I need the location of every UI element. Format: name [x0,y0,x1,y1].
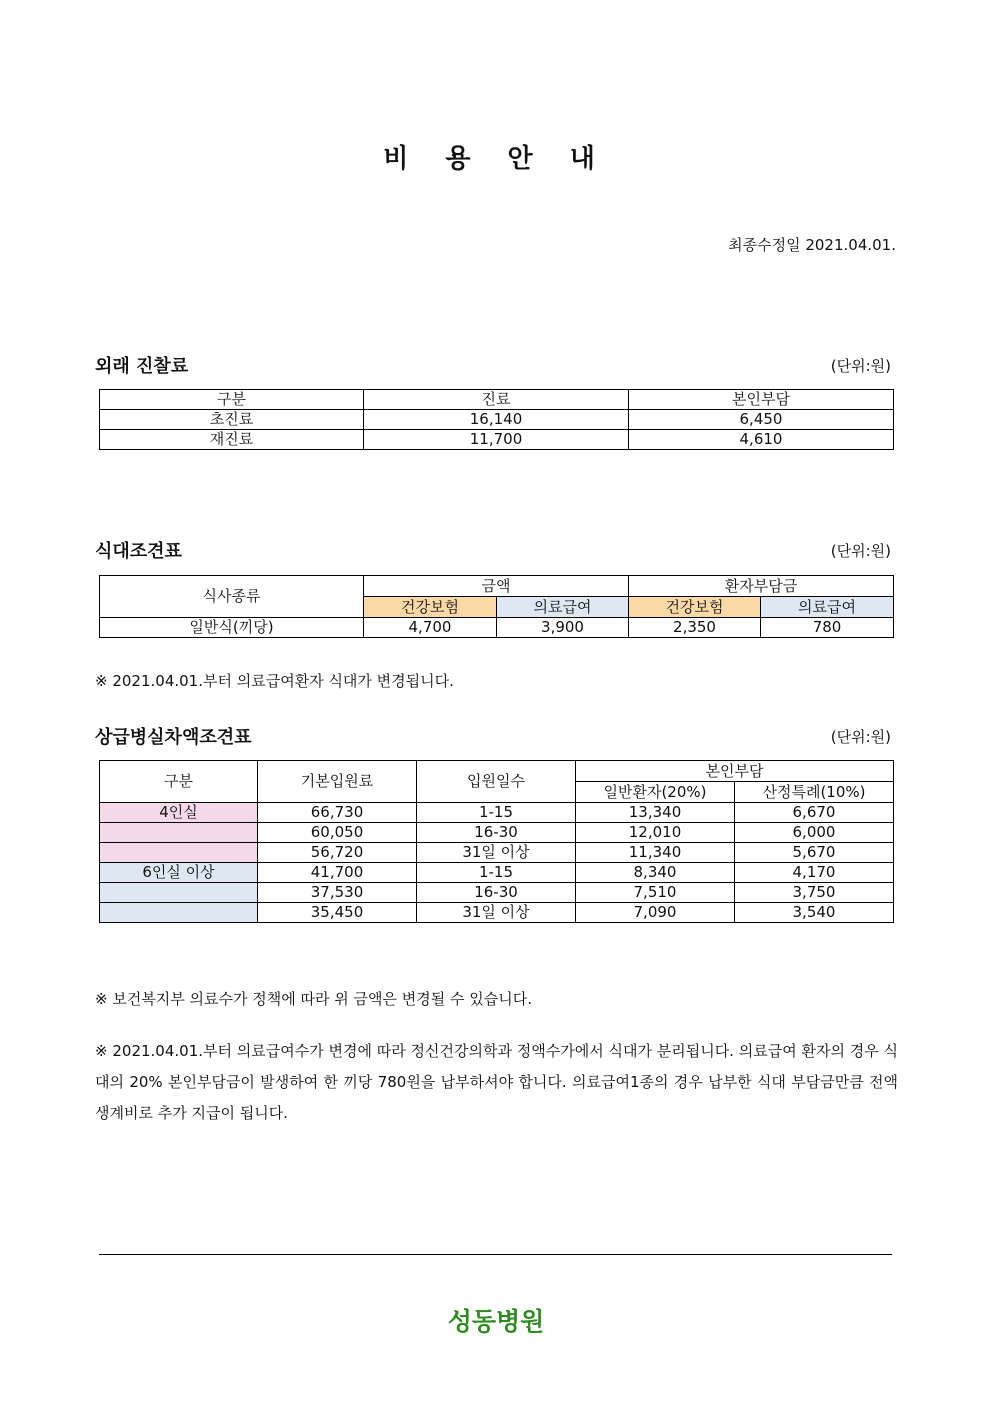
cell: 780 [761,618,894,638]
room-fee-table [99,760,894,923]
outpatient-unit: (단위:원) [830,357,891,375]
cell: 8,340 [576,863,735,883]
cell: 1-15 [417,863,576,883]
cell: 초진료 [100,410,364,430]
footer-divider [99,1254,892,1255]
room-type-cell [100,823,258,843]
cell: 11,340 [576,843,735,863]
table-header-row [100,761,894,782]
cell: 37,530 [258,883,417,903]
cell: 4,170 [735,863,894,883]
meal-fee-table [99,575,894,638]
header-category: 구분 [100,761,258,803]
last-modified-date: 최종수정일 2021.04.01. [728,236,896,254]
subheader-medical-aid: 의료급여 [497,597,629,618]
header-copay: 본인부담 [576,761,894,782]
subheader-medical-aid: 의료급여 [761,597,894,618]
cell: 60,050 [258,823,417,843]
cell: 16-30 [417,823,576,843]
page-title: 비 용 안 내 [383,144,609,174]
table-row [100,430,894,450]
table-header-row [100,390,894,410]
cell: 35,450 [258,903,417,923]
subheader-health-insurance: 건강보험 [364,597,497,618]
header-category: 구분 [100,390,364,410]
table-row [100,903,894,923]
header-days: 입원일수 [417,761,576,803]
table-row [100,883,894,903]
table-row [100,843,894,863]
cell: 3,540 [735,903,894,923]
cell: 56,720 [258,843,417,863]
cell: 16-30 [417,883,576,903]
meal-change-note: ※ 2021.04.01.부터 의료급여수가 변경에 따라 정신건강의학과 정액수가에서 식대가 분리됩니다. 의료급여 환자의 경우 식대의 20% 본인부담금이 발생하여 한 끼당 780원을 납부하셔야 합니다. 의료급여1종의 경우 납부한 식대 부담금만큼 전액 생계비로 추가 지급이 됩니다. [95,1042,898,1122]
cell: 일반식(끼당) [100,618,364,638]
header-meal-type: 식사종류 [100,576,364,618]
cell: 재진료 [100,430,364,450]
cell: 6,450 [629,410,894,430]
room-unit: (단위:원) [830,728,891,746]
cell: 5,670 [735,843,894,863]
room-type-cell: 6인실 이상 [100,863,258,883]
cell: 7,510 [576,883,735,903]
subheader-health-insurance: 건강보험 [629,597,761,618]
cell: 6,670 [735,803,894,823]
meal-note: ※ 2021.04.01.부터 의료급여환자 식대가 변경됩니다. [95,672,454,690]
outpatient-fee-table [99,389,894,450]
table-row [100,410,894,430]
header-patient-copay: 환자부담금 [629,576,894,597]
room-section-title: 상급병실차액조견표 [95,727,252,748]
room-type-cell: 4인실 [100,803,258,823]
table-header-row [100,576,894,597]
table-row [100,823,894,843]
cell: 2,350 [629,618,761,638]
cell: 1-15 [417,803,576,823]
header-base-fee: 기본입원료 [258,761,417,803]
cell: 4,610 [629,430,894,450]
meal-section-title: 식대조견표 [95,541,182,562]
table-row [100,803,894,823]
header-amount: 금액 [364,576,629,597]
hospital-logo: 성동병원 [447,1307,545,1336]
header-copay: 본인부담 [629,390,894,410]
cell: 31일 이상 [417,903,576,923]
room-type-cell [100,903,258,923]
cell: 41,700 [258,863,417,883]
table-row [100,863,894,883]
cell: 13,340 [576,803,735,823]
cell: 11,700 [364,430,629,450]
cell: 66,730 [258,803,417,823]
header-fee: 진료 [364,390,629,410]
meal-unit: (단위:원) [830,542,891,560]
cell: 3,900 [497,618,629,638]
subheader-special: 산정특례(10%) [735,782,894,803]
cell: 7,090 [576,903,735,923]
cell: 6,000 [735,823,894,843]
cell: 16,140 [364,410,629,430]
policy-note: ※ 보건복지부 의료수가 정책에 따라 위 금액은 변경될 수 있습니다. [95,990,532,1008]
cell: 4,700 [364,618,497,638]
subheader-general: 일반환자(20%) [576,782,735,803]
cell: 12,010 [576,823,735,843]
room-type-cell [100,843,258,863]
cell: 3,750 [735,883,894,903]
room-type-cell [100,883,258,903]
outpatient-section-title: 외래 진찰료 [95,356,189,377]
cell: 31일 이상 [417,843,576,863]
table-row [100,618,894,638]
